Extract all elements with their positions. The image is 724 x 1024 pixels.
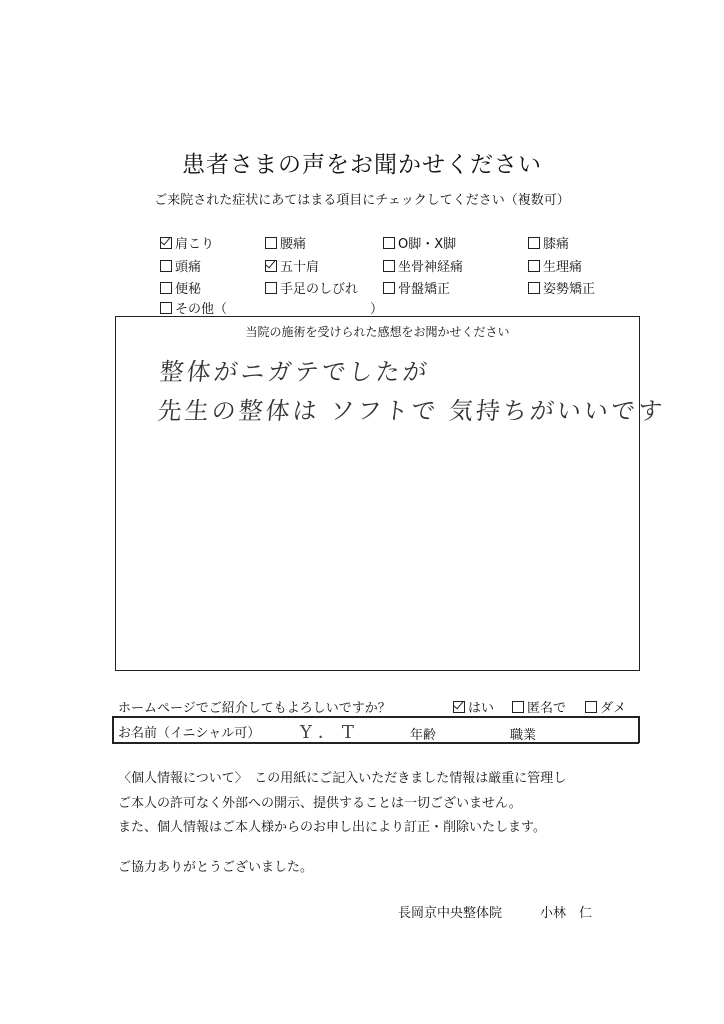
checkbox[interactable] bbox=[160, 282, 172, 294]
practitioner-name: 小林 仁 bbox=[540, 906, 593, 921]
comment-heading: 当院の施術を受けられた感想をお聞かせください bbox=[245, 325, 510, 339]
symptom-item-other[interactable]: その他（ bbox=[160, 298, 227, 317]
checkbox[interactable] bbox=[160, 302, 172, 314]
symptom-item[interactable]: O脚・X脚 bbox=[383, 233, 456, 252]
occupation-label: 職業 bbox=[510, 728, 537, 743]
checkbox[interactable] bbox=[160, 260, 172, 272]
homepage-question: ホームページでご紹介してもよろしいですか？ bbox=[118, 701, 391, 716]
info-row-bottom-line bbox=[112, 742, 639, 744]
symptom-item[interactable]: 腰痛 bbox=[265, 233, 306, 252]
symptom-item[interactable]: 便秘 bbox=[160, 278, 201, 297]
other-close-paren: ） bbox=[370, 302, 384, 317]
option-yes[interactable]: はい bbox=[453, 697, 494, 716]
symptom-item[interactable]: 坐骨神経痛 bbox=[383, 256, 463, 275]
instructions: ご来院された症状にあてはまる項目にチェックしてください（複数可） bbox=[154, 193, 570, 208]
info-row-right-line bbox=[638, 716, 640, 743]
checkbox[interactable] bbox=[383, 237, 395, 249]
symptom-item[interactable]: 手足のしびれ bbox=[265, 278, 358, 297]
symptom-item[interactable]: 生理痛 bbox=[528, 256, 582, 275]
checkbox[interactable] bbox=[383, 260, 395, 272]
privacy-line-1: 〈個人情報について〉 この用紙にご記入いただきました情報は厳重に管理し bbox=[118, 771, 567, 786]
page-title: 患者さまの声をお聞かせください bbox=[182, 152, 542, 178]
symptom-item[interactable]: 骨盤矯正 bbox=[383, 278, 450, 297]
info-row-left-line bbox=[112, 716, 114, 743]
symptom-item[interactable]: 肩こり bbox=[160, 233, 214, 252]
symptom-item[interactable]: 膝痛 bbox=[528, 233, 569, 252]
info-row-top-line bbox=[112, 716, 639, 718]
option-anonymous[interactable]: 匿名で bbox=[512, 697, 566, 716]
name-value[interactable]: Y．T bbox=[300, 722, 360, 743]
checkbox[interactable] bbox=[265, 237, 277, 249]
handwritten-comment-line-2: 先生の整体は ソフトで 気持ちがいいです bbox=[156, 397, 667, 425]
option-no[interactable]: ダメ bbox=[585, 697, 626, 716]
checkbox[interactable] bbox=[528, 282, 540, 294]
age-label: 年齢 bbox=[410, 728, 437, 743]
checkbox[interactable] bbox=[383, 282, 395, 294]
handwritten-comment-line-1: 整体がニガテでしたが bbox=[158, 358, 432, 386]
checkbox[interactable] bbox=[585, 701, 597, 713]
checkbox-checked[interactable] bbox=[160, 237, 172, 249]
clinic-name: 長岡京中央整体院 bbox=[398, 906, 503, 921]
privacy-line-3: また、個人情報はご本人様からのお申し出により訂正・削除いたします。 bbox=[118, 820, 546, 835]
checkbox[interactable] bbox=[512, 701, 524, 713]
checkbox[interactable] bbox=[528, 237, 540, 249]
symptom-item[interactable]: 五十肩 bbox=[265, 256, 319, 275]
checkbox[interactable] bbox=[265, 282, 277, 294]
name-label: お名前（イニシャル可） bbox=[118, 726, 261, 741]
thanks-message: ご協力ありがとうございました。 bbox=[118, 860, 314, 875]
checkbox[interactable] bbox=[528, 260, 540, 272]
privacy-line-2: ご本人の許可なく外部への開示、提供することは一切ございません。 bbox=[118, 796, 522, 811]
checkbox-checked[interactable] bbox=[453, 701, 465, 713]
symptom-item[interactable]: 姿勢矯正 bbox=[528, 278, 595, 297]
checkbox-checked[interactable] bbox=[265, 260, 277, 272]
symptom-item[interactable]: 頭痛 bbox=[160, 256, 201, 275]
